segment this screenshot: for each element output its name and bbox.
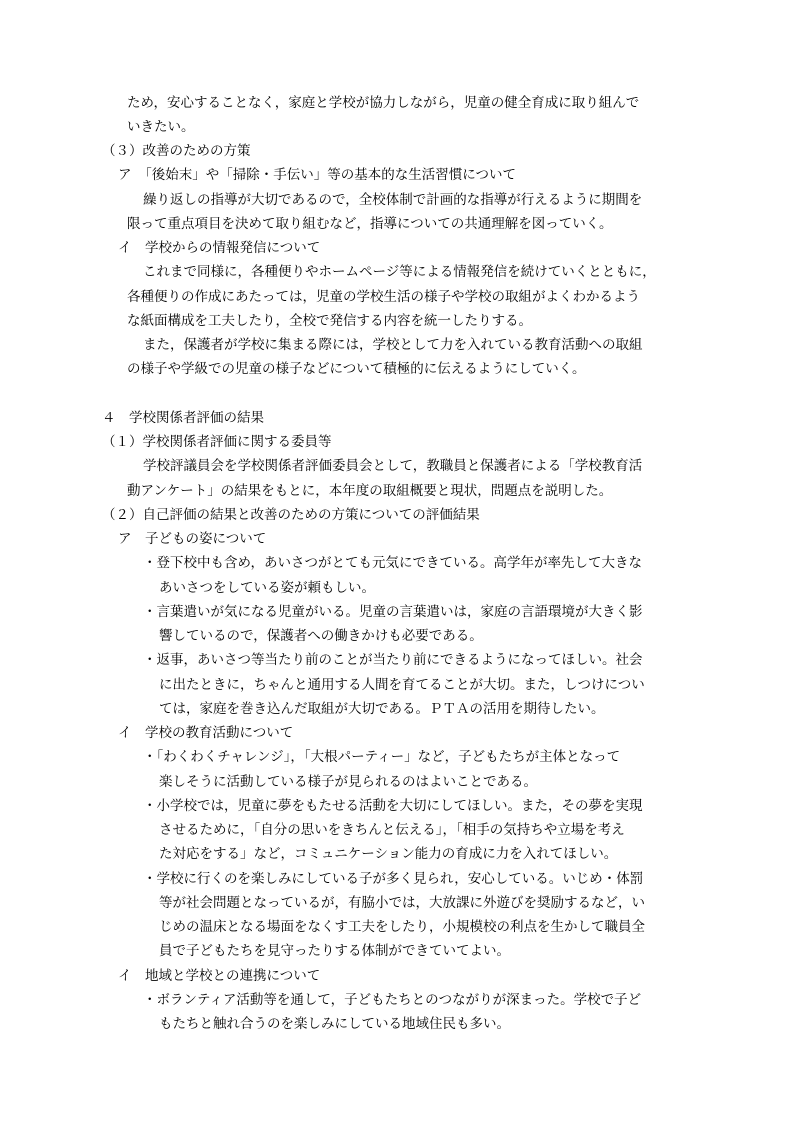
paragraph-line: また，保護者が学校に集まる際には，学校として力を入れている教育活動への取組 bbox=[143, 337, 643, 353]
paragraph-line: これまで同様に，各種便りやホームページ等による情報発信を続けていくとともに， bbox=[143, 264, 656, 280]
section-heading: ４ 学校関係者評価の結果 bbox=[102, 410, 264, 426]
section-heading: （２）自己評価の結果と改善のための方策についての評価結果 bbox=[102, 507, 480, 523]
subsection-heading: イ 学校からの情報発信について bbox=[118, 240, 321, 256]
bullet-line: に出たときに，ちゃんと通用する人間を育てることが大切。また，しつけについ bbox=[159, 677, 645, 693]
bullet-line: ては，家庭を巻き込んだ取組が大切である。ＰＴＡの活用を期待したい。 bbox=[159, 701, 605, 717]
bullet-line: 等が社会問題となっているが，有脇小では，大放課に外遊びを奨励するなど，い bbox=[159, 895, 645, 911]
subsection-heading: イ 地域と学校との連携について bbox=[118, 968, 321, 984]
section-heading: （３）改善のための方策 bbox=[102, 143, 251, 159]
paragraph-line: 学校評議員会を学校関係者評価委員会として，教職員と保護者による「学校教育活 bbox=[143, 458, 643, 474]
bullet-line: 楽しそうに活動している様子が見られるのはよいことである。 bbox=[159, 774, 537, 790]
bullet-line: た対応をする」など，コミュニケーション能力の育成に力を入れてほしい。 bbox=[159, 846, 618, 862]
bullet-line: ・登下校中も含め，あいさつがとても元気にできている。高学年が率先して大きな bbox=[143, 555, 642, 571]
bullet-line: させるために，「自分の思いをきちんと伝える」，「相手の気持ちや立場を考え bbox=[159, 822, 625, 838]
paragraph-line: の様子や学級での児童の様子などについて積極的に伝えるようにしていく。 bbox=[127, 361, 586, 377]
subsection-heading: ア 子どもの姿について bbox=[118, 531, 267, 547]
bullet-line: あいさつをしている姿が頼もしい。 bbox=[159, 580, 375, 596]
paragraph-line: いきたい。 bbox=[127, 119, 195, 135]
bullet-line: ・言葉遣いが気になる児童がいる。児童の言葉遣いは，家庭の言語環境が大きく影 bbox=[143, 604, 643, 620]
bullet-line: じめの温床となる場面をなくす工夫をしたり，小規模校の利点を生かして職員全 bbox=[159, 919, 645, 935]
bullet-line: ・「わくわくチャレンジ」，「大根パーティー」など，子どもたちが主体となって bbox=[143, 749, 621, 765]
paragraph-line: な紙面構成を工夫したり，全校で発信する内容を統一したりする。 bbox=[127, 313, 532, 329]
bullet-line: 員で子どもたちを見守ったりする体制ができていてよい。 bbox=[159, 943, 510, 959]
bullet-line: ・学校に行くのを楽しみにしている子が多く見られ，安心している。いじめ・体罰 bbox=[143, 871, 644, 887]
paragraph-line: 動アンケート」の結果をもとに，本年度の取組概要と現状，問題点を説明した。 bbox=[127, 483, 613, 499]
section-heading: （１）学校関係者評価に関する委員等 bbox=[102, 434, 332, 450]
paragraph-line: ため，安心することなく，家庭と学校が協力しながら，児童の健全育成に取り組んで bbox=[127, 95, 640, 111]
bullet-line: もたちと触れ合うのを楽しみにしている地域住民も多い。 bbox=[159, 1016, 510, 1032]
subsection-heading: ア 「後始末」や「掃除・手伝い」等の基本的な生活習慣について bbox=[118, 167, 516, 183]
bullet-line: ・小学校では，児童に夢をもたせる活動を大切にしてほしい。また，その夢を実現 bbox=[143, 798, 643, 814]
subsection-heading: イ 学校の教育活動について bbox=[118, 725, 294, 741]
bullet-line: ・ボランティア活動等を通して，子どもたちとのつながりが深まった。学校で子ど bbox=[143, 992, 642, 1008]
paragraph-line: 各種便りの作成にあたっては，児童の学校生活の様子や学校の取組がよくわかるよう bbox=[127, 289, 640, 305]
bullet-line: 響しているので，保護者への働きかけも必要である。 bbox=[159, 628, 483, 644]
paragraph-line: 繰り返しの指導が大切であるので，全校体制で計画的な指導が行えるように期間を bbox=[143, 192, 643, 208]
bullet-line: ・返事，あいさつ等当たり前のことが当たり前にできるようになってほしい。社会 bbox=[143, 652, 643, 668]
paragraph-line: 限って重点項目を決めて取り組むなど，指導についての共通理解を図っていく。 bbox=[127, 216, 613, 232]
